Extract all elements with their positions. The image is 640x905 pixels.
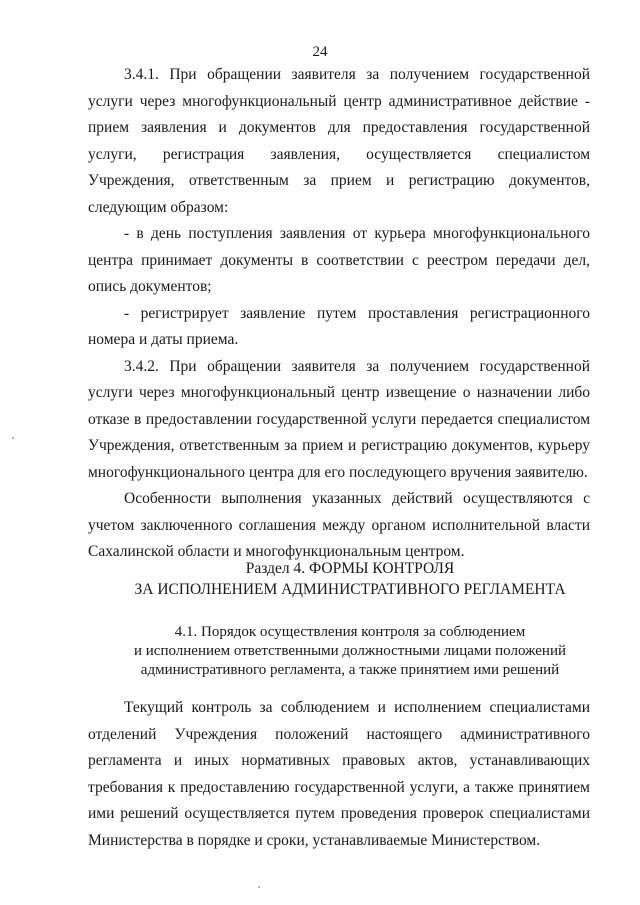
paragraph-3-4-2: 3.4.2. При обращении заявителя за получением государственной услуги через многофункциональный центр извещение о назначении либо отказе в предоставлении государственной услуги передается специалистом Учреждения, ответственным за прием и регистрацию документов, курьеру многофункционального центра для его последующего вручения заявителю.: [88, 357, 590, 481]
scan-speck: [258, 886, 260, 888]
section-title-line-2: ЗА ИСПОЛНЕНИЕМ АДМИНИСТРАТИВНОГО РЕГЛАМЕНТА: [134, 581, 566, 598]
subsection-title-line-1: 4.1. Порядок осуществления контроля за соблюдением: [174, 624, 526, 640]
section-title: [0, 558, 640, 600]
page-number: 24: [312, 44, 328, 60]
subsection-title-line-2: и исполнением ответственными должностными лицами положений: [133, 643, 567, 659]
subsection-title: [0, 623, 640, 680]
paragraph-current-control: Текущий контроль за соблюдением и исполнением специалистами отделений Учреждения положений настоящего административного регламента и иных нормативных правовых актов, устанавливающих требования к предоставлению государственной услуги, а также принятием ими решений осуществляется путем проведения проверок специалистами Министерства в порядке и сроки, устанавливаемые Министерством.: [88, 699, 590, 849]
scan-speck: [12, 437, 14, 439]
control-block: [88, 695, 590, 854]
paragraph-features: Особенности выполнения указанных действий осуществляются с учетом заключенного соглашения между органом исполнительной власти Сахалинской области и многофункциональным центром.: [88, 490, 590, 560]
procedure-block: [88, 62, 590, 566]
subsection-title-line-3: административного регламента, а также принятием ими решений: [140, 662, 560, 678]
paragraph-3-4-1: 3.4.1. При обращении заявителя за получением государственной услуги через многофункциональный центр административное действие - прием заявления и документов для предоставления государственной услуги, регистрация заявления, осуществляется специалистом Учреждения, ответственным за прием и регистрацию документов, следующим образом:: [88, 66, 590, 216]
list-item-register-application: - регистрирует заявление путем проставления регистрационного номера и даты приема.: [88, 304, 590, 348]
section-title-line-1: Раздел 4. ФОРМЫ КОНТРОЛЯ: [245, 560, 455, 577]
list-item-receive-documents: - в день поступления заявления от курьера многофункционального центра принимает документы в соответствии с реестром передачи дел, опись документов;: [88, 225, 590, 295]
